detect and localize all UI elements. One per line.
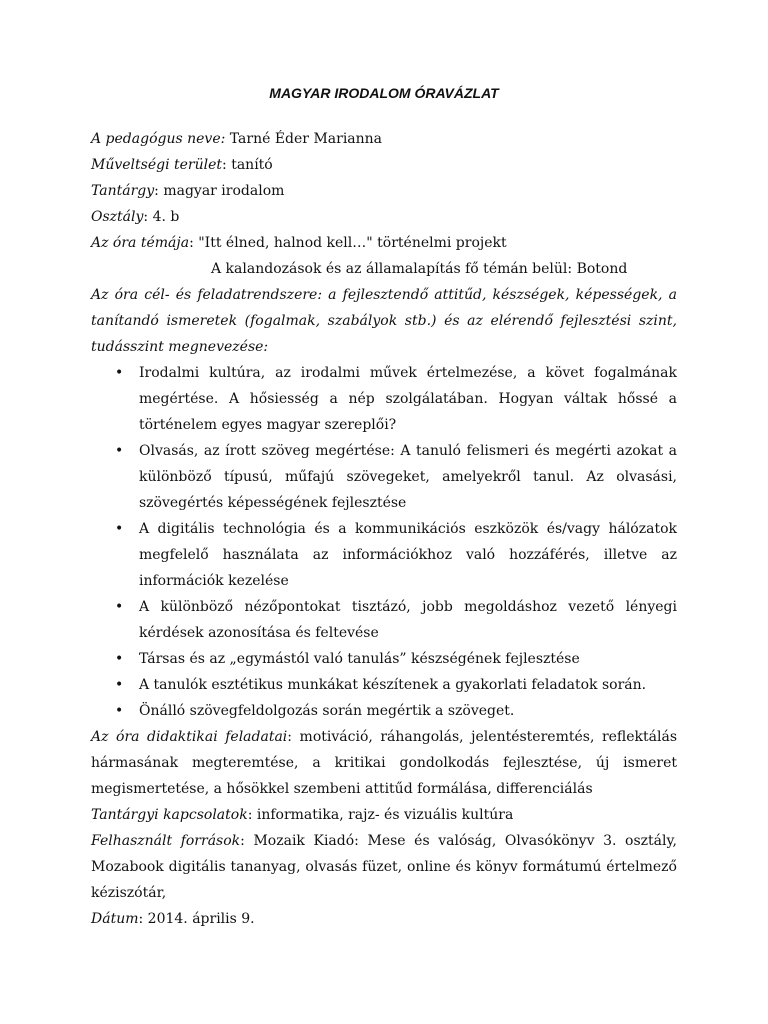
field-label: Tantárgy — [91, 183, 155, 199]
field-label: Az óra didaktikai feladatai — [91, 729, 288, 745]
field-value: Tarné Éder Marianna — [225, 131, 383, 147]
field-value: : 2014. április 9. — [138, 911, 255, 927]
list-item: • Olvasás, az írott szöveg megértése: A tanuló felismeri és megérti azokat a különböző típusú, műfajú szövegeket, amelyekről tanul. Az olvasási, szövegértés képességének fejlesztése — [139, 438, 677, 516]
list-item: • Önálló szövegfeldolgozás során megértik a szöveget. — [139, 698, 677, 724]
field-value: : 4. b — [143, 209, 180, 225]
class-row — [91, 204, 677, 230]
field-label: Az óra témája — [91, 235, 190, 251]
list-item: • Irodalmi kultúra, az irodalmi művek értelmezése, a követ fogalmának megértése. A hősiesség a nép szolgálatában. Hogyan váltak hőssé a történelem egyes magyar szereplői? — [139, 360, 677, 438]
list-item: • A digitális technológia és a kommunikációs eszközök és/vagy hálózatok megfelelő használata az információkhoz való hozzáférés, illetve az információk kezelése — [139, 516, 677, 594]
sources-used — [91, 828, 677, 906]
field-value: : Mozaik Kiadó: Mese és valóság, Olvasókönyv 3. osztály, Mozabook digitális tananyag, olvasás füzet, online és könyv formátumú értelmező kéziszótár, — [91, 833, 677, 901]
field-value: : motiváció, ráhangolás, jelentésteremtés, reflektálás hármasának megteremtése, a kritikai gondolkodás fejlesztése, új ismeret megismertetése, a hősökkel szembeni attitűd formálása, differenciálás — [91, 729, 678, 797]
date-row — [91, 906, 677, 932]
field-label: A pedagógus neve: — [91, 131, 226, 147]
subject-area-row — [91, 152, 677, 178]
list-item: • Társas és az „egymástól való tanulás” készségének fejlesztése — [139, 646, 677, 672]
goals-list — [91, 360, 677, 724]
topic-continuation: A kalandozások és az államalapítás fő témán belül: Botond — [211, 261, 628, 277]
field-value: : informatika, rajz- és vizuális kultúra — [247, 807, 514, 823]
didactic-tasks — [91, 724, 677, 802]
field-value: : tanító — [222, 157, 273, 173]
subject-connections — [91, 802, 677, 828]
field-label: Tantárgyi kapcsolatok — [91, 807, 248, 823]
list-item: • A különböző nézőpontokat tisztázó, jobb megoldáshoz vezető lényegi kérdések azonosítása és feltevése — [139, 594, 677, 646]
goals-heading: Az óra cél- és feladatrendszere: a fejlesztendő attitűd, készségek, képességek, a tanítandó ismeretek (fogalmak, szabályok stb.) és az elérendő fejlesztési szint, tudásszint megnevezése: — [91, 287, 677, 355]
teacher-name-row — [91, 126, 677, 152]
document-body — [91, 126, 677, 932]
subject-row — [91, 178, 677, 204]
field-value: : magyar irodalom — [154, 183, 285, 199]
document-title: MAGYAR IRODALOM ÓRAVÁZLAT — [269, 85, 499, 101]
topic-row — [91, 230, 677, 256]
list-item: • A tanulók esztétikus munkákat készítenek a gyakorlati feladatok során. — [139, 672, 677, 698]
field-label: Dátum — [91, 911, 139, 927]
field-value: : "Itt élned, halnod kell…" történelmi projekt — [189, 235, 507, 251]
field-label: Osztály — [91, 209, 144, 225]
field-label: Felhasznált források — [91, 833, 241, 849]
field-label: Műveltségi terület — [91, 157, 223, 173]
